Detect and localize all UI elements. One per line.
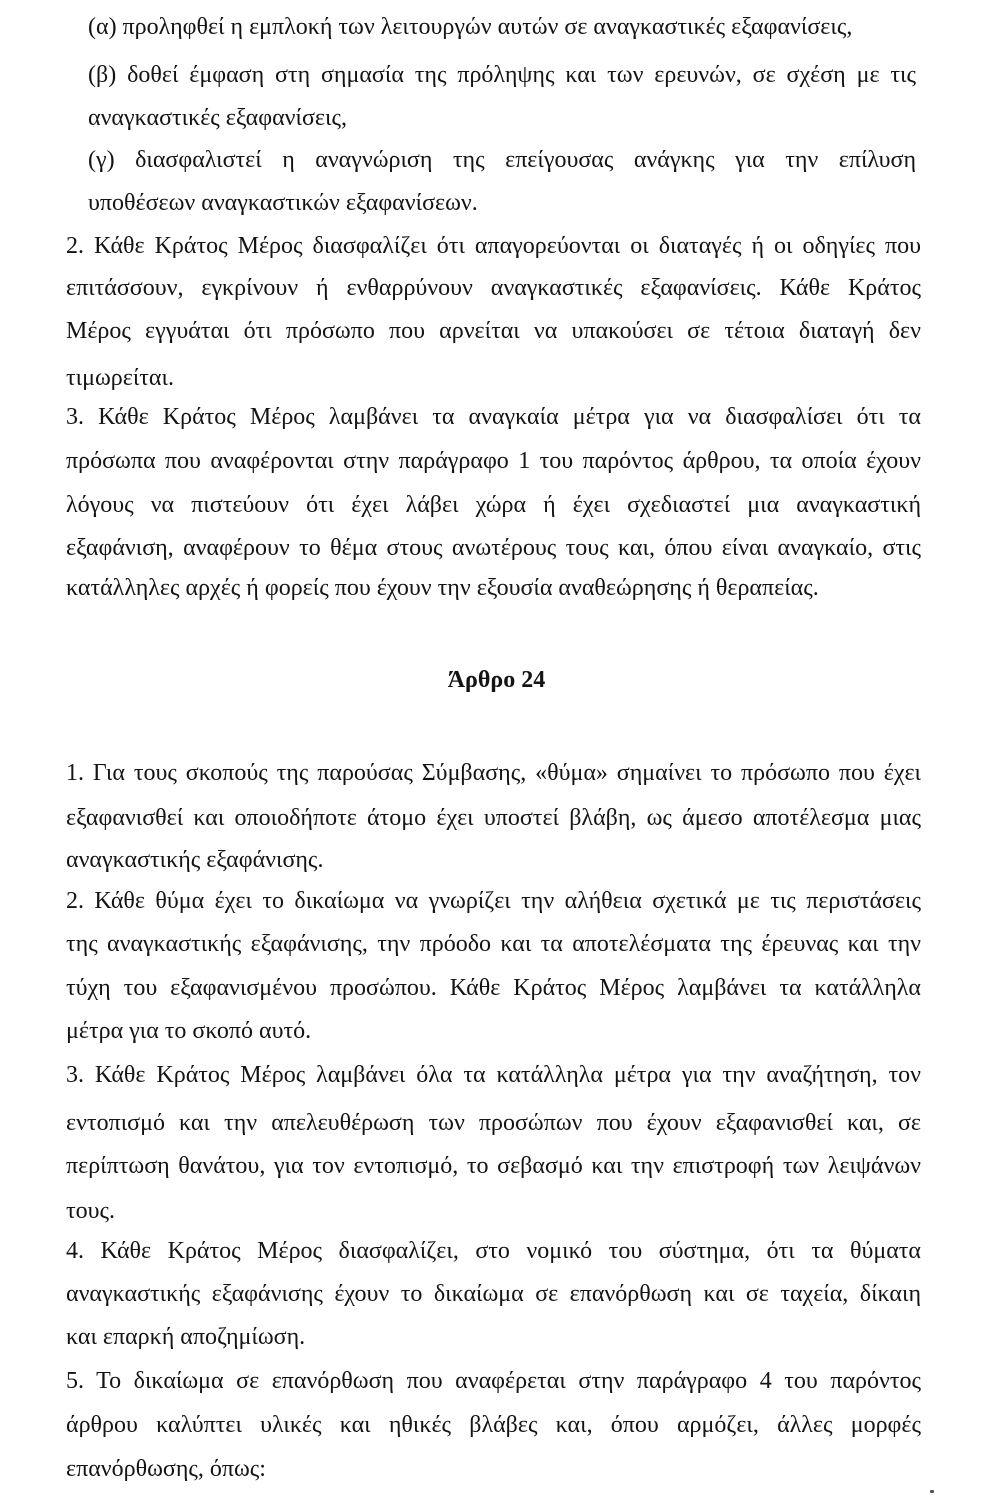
paragraph-3-line-2: πρόσωπα που αναφέρονται στην παράγραφο 1 του παρόντος άρθρου, τα οποία έχουν xyxy=(66,448,921,474)
article-24-para-3-line-2: εντοπισμό και την απελευθέρωση των προσώπων που έχουν εξαφανισθεί και, σε xyxy=(66,1110,921,1136)
article-24-para-1-line-2: εξαφανισθεί και οποιοδήποτε άτομο έχει υποστεί βλάβη, ως άμεσο αποτέλεσμα μιας xyxy=(66,805,921,831)
article-24-para-3-line-4: τους. xyxy=(66,1198,116,1224)
paragraph-2-line-3: Μέρος εγγυάται ότι πρόσωπο που αρνείται να υπακούσει σε τέτοια διαταγή δεν xyxy=(66,318,921,344)
list-item-c-line-1: (γ) διασφαλιστεί η αναγνώριση της επείγουσας ανάγκης για την επίλυση xyxy=(88,147,916,173)
scan-speck xyxy=(930,1490,934,1493)
article-24-para-5-line-2: άρθρου καλύπτει υλικές και ηθικές βλάβες και, όπου αρμόζει, άλλες μορφές xyxy=(66,1412,921,1438)
article-heading: Άρθρο 24 xyxy=(447,667,546,693)
article-24-para-4-line-2: αναγκαστικής εξαφάνισης έχουν το δικαίωμα σε επανόρθωση και σε ταχεία, δίκαιη xyxy=(66,1281,921,1307)
article-24-para-2-line-2: της αναγκαστικής εξαφάνισης, την πρόοδο και τα αποτελέσματα της έρευνας και την xyxy=(66,931,921,957)
article-24-para-2-line-4: μέτρα για το σκοπό αυτό. xyxy=(66,1018,312,1044)
article-24-para-5-line-3: επανόρθωσης, όπως: xyxy=(66,1456,266,1482)
article-24-para-2-line-3: τύχη του εξαφανισμένου προσώπου. Κάθε Κράτος Μέρος λαμβάνει τα κατάλληλα xyxy=(66,975,921,1001)
paragraph-2-line-2: επιτάσσουν, εγκρίνουν ή ενθαρρύνουν αναγκαστικές εξαφανίσεις. Κάθε Κράτος xyxy=(66,275,921,301)
article-24-para-3-line-3: περίπτωση θανάτου, για τον εντοπισμό, το σεβασμό και την επιστροφή των λειψάνων xyxy=(66,1153,921,1179)
article-24-para-1-line-3: αναγκαστικής εξαφάνισης. xyxy=(66,847,324,873)
paragraph-3-line-4: εξαφάνιση, αναφέρουν το θέμα στους ανωτέρους τους και, όπου είναι αναγκαίο, στις xyxy=(66,535,921,561)
paragraph-2-line-1: 2. Κάθε Κράτος Μέρος διασφαλίζει ότι απαγορεύονται οι διαταγές ή οι οδηγίες που xyxy=(66,233,921,259)
paragraph-3-line-3: λόγους να πιστεύουν ότι έχει λάβει χώρα ή έχει σχεδιαστεί μια αναγκαστική xyxy=(66,492,921,518)
article-24-para-4-line-1: 4. Κάθε Κράτος Μέρος διασφαλίζει, στο νομικό του σύστημα, ότι τα θύματα xyxy=(66,1238,921,1264)
paragraph-2-line-4: τιμωρείται. xyxy=(66,365,174,391)
paragraph-3-line-1: 3. Κάθε Κράτος Μέρος λαμβάνει τα αναγκαία μέτρα για να διασφαλίσει ότι τα xyxy=(66,404,921,430)
article-24-para-2-line-1: 2. Κάθε θύμα έχει το δικαίωμα να γνωρίζει την αλήθεια σχετικά με τις περιστάσεις xyxy=(66,888,921,914)
list-item-b-line-1: (β) δοθεί έμφαση στη σημασία της πρόληψης και των ερευνών, σε σχέση με τις xyxy=(88,62,916,88)
list-item-b-line-2: αναγκαστικές εξαφανίσεις, xyxy=(88,105,347,131)
list-item-a: (α) προληφθεί η εμπλοκή των λειτουργών αυτών σε αναγκαστικές εξαφανίσεις, xyxy=(88,14,853,40)
article-24-para-4-line-3: και επαρκή αποζημίωση. xyxy=(66,1324,306,1350)
list-item-c-line-2: υποθέσεων αναγκαστικών εξαφανίσεων. xyxy=(88,190,478,216)
article-24-para-5-line-1: 5. Το δικαίωμα σε επανόρθωση που αναφέρεται στην παράγραφο 4 του παρόντος xyxy=(66,1368,921,1394)
article-24-para-3-line-1: 3. Κάθε Κράτος Μέρος λαμβάνει όλα τα κατάλληλα μέτρα για την αναζήτηση, τον xyxy=(66,1062,921,1088)
article-24-para-1-line-1: 1. Για τους σκοπούς της παρούσας Σύμβασης, «θύμα» σημαίνει το πρόσωπο που έχει xyxy=(66,760,921,786)
paragraph-3-line-5: κατάλληλες αρχές ή φορείς που έχουν την εξουσία αναθεώρησης ή θεραπείας. xyxy=(66,575,819,601)
